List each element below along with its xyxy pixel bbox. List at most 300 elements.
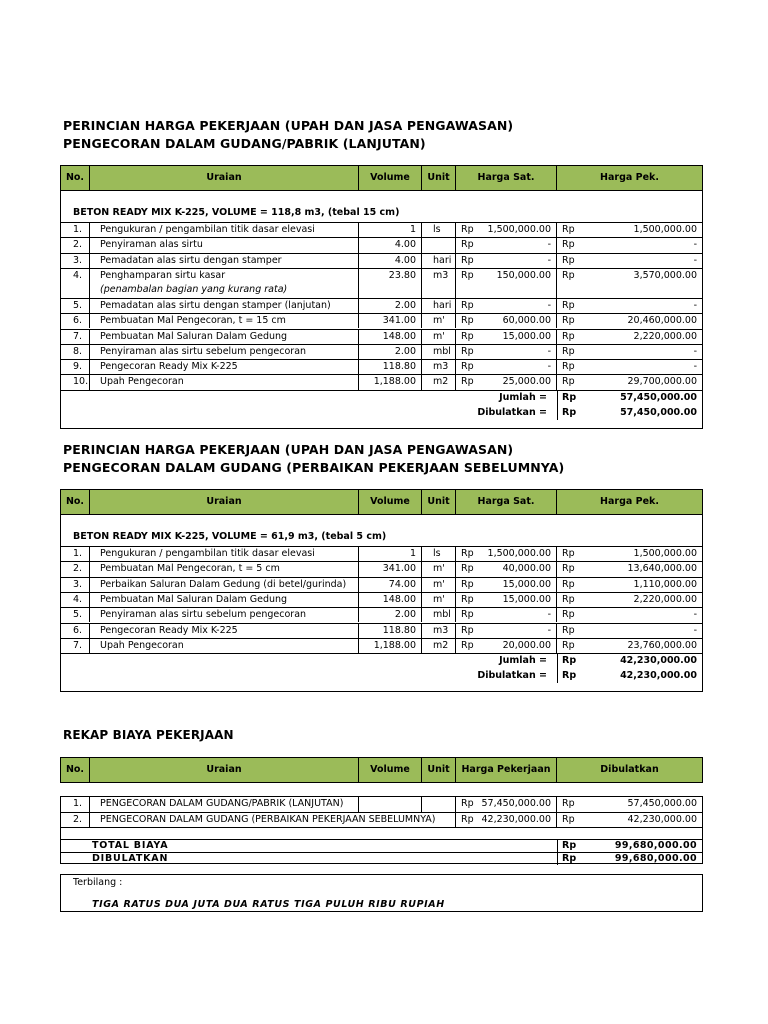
row-volume	[359, 562, 422, 576]
row-no	[61, 624, 90, 638]
row-uraian-text: PENGECORAN DALAM GUDANG (PERBAIKAN PEKERJAAN SEBELUMNYA)	[100, 814, 436, 825]
row-harga-sat-value: 150,000.00	[496, 269, 551, 281]
row-uraian-text: Pemadatan alas sirtu dengan stamper (lanjutan)	[100, 299, 331, 311]
terbilang-text: TIGA RATUS DUA JUTA DUA RATUS TIGA PULUH RIBU RUPIAH	[92, 899, 445, 910]
row-harga-pek	[557, 223, 702, 237]
row-uraian-text: Pembuatan Mal Saluran Dalam Gedung	[100, 593, 288, 605]
section1-subtitle: BETON READY MIX K-225, VOLUME = 118,8 m3, (tebal 15 cm)	[73, 207, 400, 218]
row-volume	[359, 578, 422, 592]
row-rp: Rp	[461, 578, 474, 590]
dibulatkan-rp: Rp	[562, 670, 577, 682]
row-harga-pek	[557, 314, 702, 328]
row-rp: Rp	[461, 609, 474, 621]
row-unit	[422, 299, 456, 313]
jumlah-rp: Rp	[562, 655, 577, 667]
row-uraian-text: Pengecoran Ready Mix K-225	[100, 624, 238, 636]
row-unit-text: mbl	[433, 345, 451, 357]
row-uraian-text: Penyiraman alas sirtu sebelum pengecoran	[100, 345, 307, 357]
row-unit-text: hari	[433, 299, 452, 311]
row-harga-pek-value: -	[693, 239, 697, 251]
row-unit-text: m'	[433, 593, 445, 605]
row-no	[61, 547, 90, 561]
row-harga-sat	[456, 562, 557, 576]
row-uraian	[90, 330, 359, 344]
table-row	[61, 607, 702, 622]
row-no	[61, 593, 90, 607]
row-uraian	[90, 314, 359, 328]
row-uraian	[90, 360, 359, 374]
row-harga	[456, 797, 557, 812]
row-volume-text: 148.00	[382, 330, 416, 342]
table-row	[61, 359, 702, 374]
row-volume	[359, 624, 422, 638]
row-uraian-text: Pembuatan Mal Saluran Dalam Gedung	[100, 330, 288, 342]
row-no	[61, 254, 90, 268]
row-rp: Rp	[461, 814, 474, 825]
row-uraian-text: Upah Pengecoran	[100, 376, 184, 388]
row-volume-text: 118.80	[382, 361, 416, 373]
table-row	[61, 812, 702, 827]
table-row-empty	[61, 827, 702, 839]
row-unit-text: mbl	[433, 609, 451, 621]
section2-table	[60, 489, 703, 692]
row-volume-text: 1,188.00	[373, 639, 416, 651]
row-unit	[422, 593, 456, 607]
totals-divider	[557, 653, 558, 683]
table-row	[61, 546, 702, 561]
row-divider	[61, 390, 702, 391]
row-rp: Rp	[461, 624, 474, 636]
row-harga-pek	[557, 375, 702, 389]
row-unit-text: m2	[433, 639, 449, 651]
row-harga-sat	[456, 578, 557, 592]
table-row	[61, 797, 702, 812]
row-rp: Rp	[562, 224, 575, 235]
row-harga-pek-value: 1,500,000.00	[633, 548, 697, 559]
row-rp: Rp	[562, 254, 575, 266]
row-harga-sat	[456, 223, 557, 237]
row-no	[61, 299, 90, 313]
row-harga-pek-value: -	[693, 299, 697, 311]
header-unit: Unit	[422, 490, 456, 514]
row-volume	[359, 269, 422, 298]
row-unit-text: ls	[433, 224, 441, 235]
row-harga-pek	[557, 345, 702, 359]
jumlah-rp: Rp	[562, 391, 577, 403]
row-uraian-text: Penghamparan sirtu kasar	[100, 269, 226, 281]
row-volume	[359, 330, 422, 344]
row-dibulatkan	[557, 813, 702, 827]
row-harga	[456, 813, 557, 827]
row-no	[61, 269, 90, 298]
section2-title-line2: PENGECORAN DALAM GUDANG (PERBAIKAN PEKERJAAN SEBELUMNYA)	[63, 460, 565, 475]
row-no-text: 1.	[73, 224, 83, 235]
row-rp: Rp	[461, 224, 474, 235]
row-no	[61, 578, 90, 592]
row-harga-pek-value: 23,760,000.00	[627, 639, 697, 651]
row-harga-sat-value: 25,000.00	[502, 376, 551, 388]
row-harga-pek-value: -	[693, 254, 697, 266]
row-uraian	[90, 238, 359, 252]
row-volume-text: 1	[409, 224, 416, 235]
table-row	[61, 623, 702, 638]
table-row	[61, 313, 702, 328]
row-rp: Rp	[461, 254, 474, 266]
section1-table-body	[60, 191, 703, 429]
row-harga-sat-value: 60,000.00	[502, 315, 551, 327]
row-harga-sat	[456, 269, 557, 298]
row-harga-pek	[557, 593, 702, 607]
header-harga-sat: Harga Sat.	[456, 490, 557, 514]
row-harga-sat-value: 15,000.00	[502, 593, 551, 605]
row-unit	[422, 375, 456, 389]
row-unit-text: m'	[433, 330, 445, 342]
row-no-text: 3.	[73, 578, 83, 590]
header-volume: Volume	[359, 166, 422, 190]
row-volume-text: 1,188.00	[373, 376, 416, 388]
totals-divider	[557, 853, 558, 865]
row-no	[61, 345, 90, 359]
row-rp: Rp	[562, 376, 575, 388]
section1-title-line2: PENGECORAN DALAM GUDANG/PABRIK (LANJUTAN)	[63, 136, 426, 151]
row-volume	[359, 797, 422, 812]
rekap-dibulatkan-rp: Rp	[562, 853, 577, 864]
row-rp: Rp	[562, 330, 575, 342]
row-harga-pek	[557, 330, 702, 344]
row-harga-pek	[557, 299, 702, 313]
row-volume-text: 2.00	[394, 345, 416, 357]
row-rp: Rp	[461, 269, 474, 281]
row-harga-sat-value: 20,000.00	[502, 639, 551, 651]
row-harga-pek	[557, 269, 702, 298]
header-no: No.	[61, 490, 90, 514]
row-volume	[359, 299, 422, 313]
row-rp: Rp	[461, 299, 474, 311]
row-harga-sat-value: -	[547, 239, 551, 251]
row-rp: Rp	[562, 299, 575, 311]
header-volume: Volume	[359, 758, 422, 782]
row-no-text: 2.	[73, 239, 83, 251]
row-uraian-text: Pembuatan Mal Pengecoran, t = 15 cm	[100, 315, 286, 327]
row-harga-sat-value: -	[547, 299, 551, 311]
table-row	[61, 374, 702, 389]
row-uraian-text: Penyiraman alas sirtu	[100, 239, 203, 251]
row-volume-text: 2.00	[394, 299, 416, 311]
row-unit-text: m2	[433, 376, 449, 388]
header-uraian: Uraian	[90, 166, 359, 190]
row-note: (penambalan bagian yang kurang rata)	[100, 283, 288, 295]
row-uraian	[90, 578, 359, 592]
row-volume	[359, 254, 422, 268]
row-harga-sat-value: 40,000.00	[502, 563, 551, 575]
row-no-text: 4.	[73, 269, 83, 281]
section1-title-line1: PERINCIAN HARGA PEKERJAAN (UPAH DAN JASA PENGAWASAN)	[63, 118, 514, 133]
row-uraian-text: Pengecoran Ready Mix K-225	[100, 361, 238, 373]
row-unit-text: m'	[433, 578, 445, 590]
row-unit	[422, 345, 456, 359]
row-volume-text: 4.00	[394, 239, 416, 251]
row-volume	[359, 593, 422, 607]
total-biaya-rp: Rp	[562, 840, 577, 851]
row-unit	[422, 314, 456, 328]
row-harga-pek-value: 3,570,000.00	[633, 269, 697, 281]
row-no-text: 7.	[73, 330, 83, 342]
row-uraian	[90, 624, 359, 638]
row-harga-pek-value: 29,700,000.00	[627, 376, 697, 388]
row-harga-sat	[456, 375, 557, 389]
header-harga-pekerjaan: Harga Pekerjaan	[456, 758, 557, 782]
row-unit	[422, 223, 456, 237]
row-no-text: 1.	[73, 798, 83, 809]
row-uraian	[90, 639, 359, 653]
row-uraian	[90, 269, 359, 298]
row-uraian	[90, 375, 359, 389]
row-harga-pek-value: 20,460,000.00	[627, 315, 697, 327]
row-harga-sat	[456, 299, 557, 313]
row-rp: Rp	[562, 578, 575, 590]
row-rp: Rp	[562, 798, 575, 809]
row-harga-sat	[456, 330, 557, 344]
row-dibulatkan-value: 57,450,000.00	[627, 798, 697, 809]
row-harga-sat	[456, 345, 557, 359]
row-uraian	[90, 562, 359, 576]
row-uraian-text: Pengukuran / pengambilan titik dasar elevasi	[100, 224, 315, 235]
table-row	[61, 253, 702, 268]
row-harga-sat	[456, 639, 557, 653]
row-harga-pek-value: -	[693, 609, 697, 621]
row-uraian	[90, 345, 359, 359]
row-harga-pek-value: 1,500,000.00	[633, 224, 697, 235]
row-harga-pek-value: -	[693, 361, 697, 373]
row-volume	[359, 547, 422, 561]
row-volume-text: 23.80	[388, 269, 416, 281]
rekap-table-body	[60, 796, 703, 864]
row-rp: Rp	[562, 345, 575, 357]
row-rp: Rp	[461, 315, 474, 327]
header-unit: Unit	[422, 758, 456, 782]
row-unit	[422, 330, 456, 344]
row-uraian	[90, 813, 456, 827]
row-uraian-text: Perbaikan Saluran Dalam Gedung (di betel/gurinda)	[100, 578, 347, 590]
header-uraian: Uraian	[90, 490, 359, 514]
row-no-text: 5.	[73, 609, 83, 621]
row-harga-sat	[456, 624, 557, 638]
row-no-text: 6.	[73, 624, 83, 636]
row-harga-pek-value: -	[693, 345, 697, 357]
row-unit	[422, 269, 456, 298]
jumlah-value: 57,450,000.00	[620, 391, 697, 403]
row-harga-pek	[557, 578, 702, 592]
table-row	[61, 298, 702, 313]
row-harga-sat-value: -	[547, 361, 551, 373]
row-no	[61, 330, 90, 344]
row-harga-sat	[456, 314, 557, 328]
row-harga-sat-value: 15,000.00	[502, 578, 551, 590]
row-harga-sat	[456, 360, 557, 374]
row-harga-sat	[456, 254, 557, 268]
header-no: No.	[61, 166, 90, 190]
row-harga-sat-value: 15,000.00	[502, 330, 551, 342]
rekap-dibulatkan-label: DIBULATKAN	[92, 853, 169, 864]
table-row	[61, 329, 702, 344]
row-volume-text: 148.00	[382, 593, 416, 605]
row-rp: Rp	[562, 563, 575, 575]
row-rp: Rp	[461, 239, 474, 251]
row-harga-pek-value: -	[693, 624, 697, 636]
jumlah-label: Jumlah =	[499, 391, 547, 403]
row-unit	[422, 547, 456, 561]
table-row	[61, 638, 702, 653]
table-row	[61, 268, 702, 298]
section1-table	[60, 165, 703, 429]
dibulatkan-label: Dibulatkan =	[477, 406, 547, 418]
table-row	[61, 592, 702, 607]
total-biaya-label: TOTAL BIAYA	[92, 840, 169, 851]
table-row	[61, 344, 702, 359]
row-unit	[422, 639, 456, 653]
dibulatkan-label: Dibulatkan =	[477, 670, 547, 682]
row-harga-pek	[557, 547, 702, 561]
header-uraian: Uraian	[90, 758, 359, 782]
row-no-text: 3.	[73, 254, 83, 266]
row-uraian	[90, 797, 359, 812]
row-harga-sat-value: 1,500,000.00	[487, 224, 551, 235]
row-no-text: 5.	[73, 299, 83, 311]
row-rp: Rp	[562, 609, 575, 621]
row-volume	[359, 345, 422, 359]
row-dibulatkan-value: 42,230,000.00	[627, 814, 697, 825]
dibulatkan-value: 57,450,000.00	[620, 406, 697, 418]
row-no	[61, 314, 90, 328]
row-harga-pek	[557, 254, 702, 268]
row-volume-text: 341.00	[382, 315, 416, 327]
row-harga-pek	[557, 238, 702, 252]
row-no-text: 6.	[73, 315, 83, 327]
row-rp: Rp	[562, 639, 575, 651]
row-volume-text: 118.80	[382, 624, 416, 636]
row-harga-pek	[557, 639, 702, 653]
row-rp: Rp	[461, 548, 474, 559]
terbilang-box	[60, 874, 703, 912]
row-uraian	[90, 223, 359, 237]
row-no-text: 9.	[73, 361, 83, 373]
row-unit-text: m'	[433, 315, 445, 327]
row-unit	[422, 254, 456, 268]
row-unit-text: m'	[433, 563, 445, 575]
row-rp: Rp	[461, 376, 474, 388]
row-rp: Rp	[461, 563, 474, 575]
row-unit	[422, 624, 456, 638]
row-harga-pek	[557, 360, 702, 374]
section2-table-body	[60, 515, 703, 692]
row-no	[61, 375, 90, 389]
row-harga-sat	[456, 547, 557, 561]
section1-table-header	[60, 165, 703, 191]
row-unit-text: ls	[433, 548, 441, 559]
rekap-table-header	[60, 757, 703, 783]
row-rp: Rp	[562, 239, 575, 251]
row-harga-pek	[557, 624, 702, 638]
row-unit-text: m3	[433, 269, 449, 281]
row-no	[61, 797, 90, 812]
table-row	[61, 237, 702, 252]
row-uraian	[90, 299, 359, 313]
jumlah-label: Jumlah =	[499, 655, 547, 667]
row-volume	[359, 238, 422, 252]
row-harga-sat-value: -	[547, 345, 551, 357]
header-no: No.	[61, 758, 90, 782]
row-rp: Rp	[461, 345, 474, 357]
row-volume-text: 74.00	[388, 578, 416, 590]
jumlah-value: 42,230,000.00	[620, 655, 697, 667]
row-harga-value: 42,230,000.00	[481, 814, 551, 825]
rekap-dibulatkan-row	[61, 852, 702, 865]
row-unit-text: hari	[433, 254, 452, 266]
header-harga-sat: Harga Sat.	[456, 166, 557, 190]
totals-divider	[557, 390, 558, 420]
row-harga-pek-value: 1,110,000.00	[633, 578, 697, 590]
row-volume-text: 1	[409, 548, 416, 559]
row-volume	[359, 223, 422, 237]
dibulatkan-rp: Rp	[562, 406, 577, 418]
row-unit-text: m3	[433, 624, 449, 636]
header-unit: Unit	[422, 166, 456, 190]
row-harga-pek-value: 2,220,000.00	[633, 330, 697, 342]
row-no	[61, 608, 90, 622]
row-no-text: 4.	[73, 593, 83, 605]
row-volume-text: 2.00	[394, 609, 416, 621]
row-rp: Rp	[461, 798, 474, 809]
row-unit	[422, 608, 456, 622]
totals-divider	[557, 840, 558, 852]
row-rp: Rp	[461, 330, 474, 342]
row-rp: Rp	[461, 361, 474, 373]
header-volume: Volume	[359, 490, 422, 514]
row-no-text: 10.	[73, 376, 89, 388]
total-biaya-value: 99,680,000.00	[614, 840, 697, 851]
header-harga-pek: Harga Pek.	[600, 172, 659, 183]
row-volume-text: 4.00	[394, 254, 416, 266]
row-volume	[359, 375, 422, 389]
row-rp: Rp	[562, 269, 575, 281]
row-no-text: 2.	[73, 563, 83, 575]
table-row	[61, 222, 702, 237]
row-unit	[422, 562, 456, 576]
row-harga-pek	[557, 608, 702, 622]
row-unit-text: m3	[433, 361, 449, 373]
row-rp: Rp	[562, 593, 575, 605]
row-uraian-text: PENGECORAN DALAM GUDANG/PABRIK (LANJUTAN)	[100, 798, 344, 809]
row-rp: Rp	[562, 548, 575, 559]
row-harga-sat-value: -	[547, 624, 551, 636]
row-unit	[422, 360, 456, 374]
row-no	[61, 223, 90, 237]
rekap-table-header-wrap	[60, 757, 703, 783]
row-unit	[422, 578, 456, 592]
row-uraian	[90, 608, 359, 622]
row-no	[61, 562, 90, 576]
section2-title-line1: PERINCIAN HARGA PEKERJAAN (UPAH DAN JASA PENGAWASAN)	[63, 442, 514, 457]
row-harga-sat-value: 1,500,000.00	[487, 548, 551, 559]
row-uraian-text: Penyiraman alas sirtu sebelum pengecoran	[100, 609, 307, 621]
row-rp: Rp	[461, 593, 474, 605]
row-uraian	[90, 547, 359, 561]
row-harga-sat	[456, 608, 557, 622]
table-row	[61, 561, 702, 576]
total-biaya-row	[61, 839, 702, 852]
row-no-text: 8.	[73, 345, 83, 357]
table-row	[61, 577, 702, 592]
